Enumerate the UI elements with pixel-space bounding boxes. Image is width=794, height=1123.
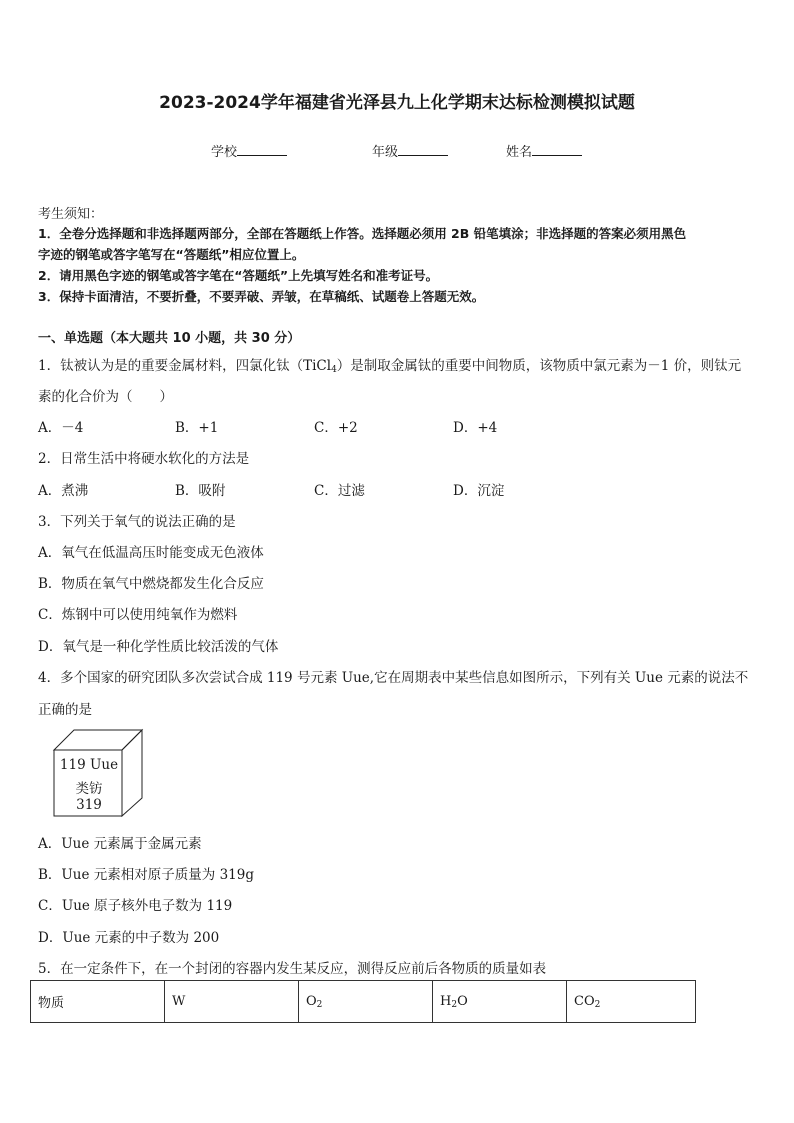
q3-option-c[interactable]: C．炼钢中可以使用纯氧作为燃料 xyxy=(38,607,238,623)
name-label: 姓名 xyxy=(506,145,533,160)
q4-stem-line-1: 4．多个国家的研究团队多次尝试合成 119 号元素 Uue,它在周期表中某些信息如图所示，下列有关 Uue 元素的说法不 xyxy=(38,670,749,686)
notice-line-3: 3．保持卡面清洁，不要折叠，不要弄破、弄皱，在草稿纸、试题卷上答题无效。 xyxy=(38,289,485,304)
name-field[interactable] xyxy=(506,141,582,160)
q1-option-d[interactable]: D．+4 xyxy=(453,420,498,436)
name-blank[interactable] xyxy=(532,143,582,156)
q1-option-b[interactable]: B．+1 xyxy=(175,420,219,436)
notice-line-2: 2．请用黑色字迹的钢笔或答字笔在“答题纸”上先填写姓名和准考证号。 xyxy=(38,268,439,283)
q2-option-b[interactable]: B．吸附 xyxy=(175,483,226,499)
q4-option-d[interactable]: D．Uue 元素的中子数为 200 xyxy=(38,930,220,946)
q3-option-d[interactable]: D．氧气是一种化学性质比较活泼的气体 xyxy=(38,639,279,655)
table-cell-h2o: $H_2O$ xyxy=(433,981,567,1023)
q5-stem: 5．在一定条件下，在一个封闭的容器内发生某反应，测得反应前后各物质的质量如表 xyxy=(38,961,547,977)
notice-line-1b: 字迹的钢笔或答字笔写在“答题纸”相应位置上。 xyxy=(38,247,305,262)
element-name: 类钫 xyxy=(75,781,103,797)
notice-line-1a: 1．全卷分选择题和非选择题两部分，全部在答题纸上作答。选择题必须用 2B 铅笔填涂；非选择题的答案必须用黑色 xyxy=(38,226,687,241)
q4-option-a[interactable]: A．Uue 元素属于金属元素 xyxy=(38,836,202,852)
q3-option-a[interactable]: A．氧气在低温高压时能变成无色液体 xyxy=(38,545,264,561)
mass-table xyxy=(30,980,696,1023)
q1-option-c[interactable]: C．+2 xyxy=(314,420,358,436)
element-number-symbol: 119 Uue xyxy=(59,757,119,773)
q1-stem-line-1: 1．钛被认为是的重要金属材料，四氯化钛（TiCl$_4$）是制取金属钛的重要中间物质，该物质中氯元素为－1 价，则钛元 xyxy=(38,358,742,375)
table-row xyxy=(31,981,696,1023)
q4-stem-line-2: 正确的是 xyxy=(38,702,92,718)
q3-stem: 3．下列关于氧气的说法正确的是 xyxy=(38,514,236,530)
q1-stem-line-2: 素的化合价为（ ） xyxy=(38,389,173,405)
grade-field[interactable] xyxy=(372,141,448,160)
notice-heading: 考生须知： xyxy=(38,207,104,222)
grade-blank[interactable] xyxy=(398,143,448,156)
q3-option-b[interactable]: B．物质在氧气中燃烧都发生化合反应 xyxy=(38,576,264,592)
table-cell-w: W xyxy=(165,981,299,1023)
table-cell-substance: 物质 xyxy=(31,981,165,1023)
school-blank[interactable] xyxy=(237,143,287,156)
school-field[interactable] xyxy=(211,141,287,160)
grade-label: 年级 xyxy=(372,145,399,160)
element-mass: 319 xyxy=(76,797,102,813)
page-title: 2023-2024学年福建省光泽县九上化学期末达标检测模拟试题 xyxy=(159,93,635,113)
table-cell-o2: $O_2$ xyxy=(299,981,433,1023)
q1-option-a[interactable]: A．－4 xyxy=(38,420,84,436)
q4-option-c[interactable]: C．Uue 原子核外电子数为 119 xyxy=(38,898,233,914)
q2-option-d[interactable]: D．沉淀 xyxy=(453,483,505,499)
section-title: 一、单选题（本大题共 10 小题，共 30 分） xyxy=(38,331,301,346)
school-label: 学校 xyxy=(211,145,238,160)
q2-stem: 2．日常生活中将硬水软化的方法是 xyxy=(38,451,250,467)
q2-option-a[interactable]: A．煮沸 xyxy=(38,483,89,499)
table-cell-co2: $CO_2$ xyxy=(567,981,696,1023)
q2-option-c[interactable]: C．过滤 xyxy=(314,483,365,499)
q4-option-b[interactable]: B．Uue 元素相对原子质量为 319g xyxy=(38,867,254,883)
